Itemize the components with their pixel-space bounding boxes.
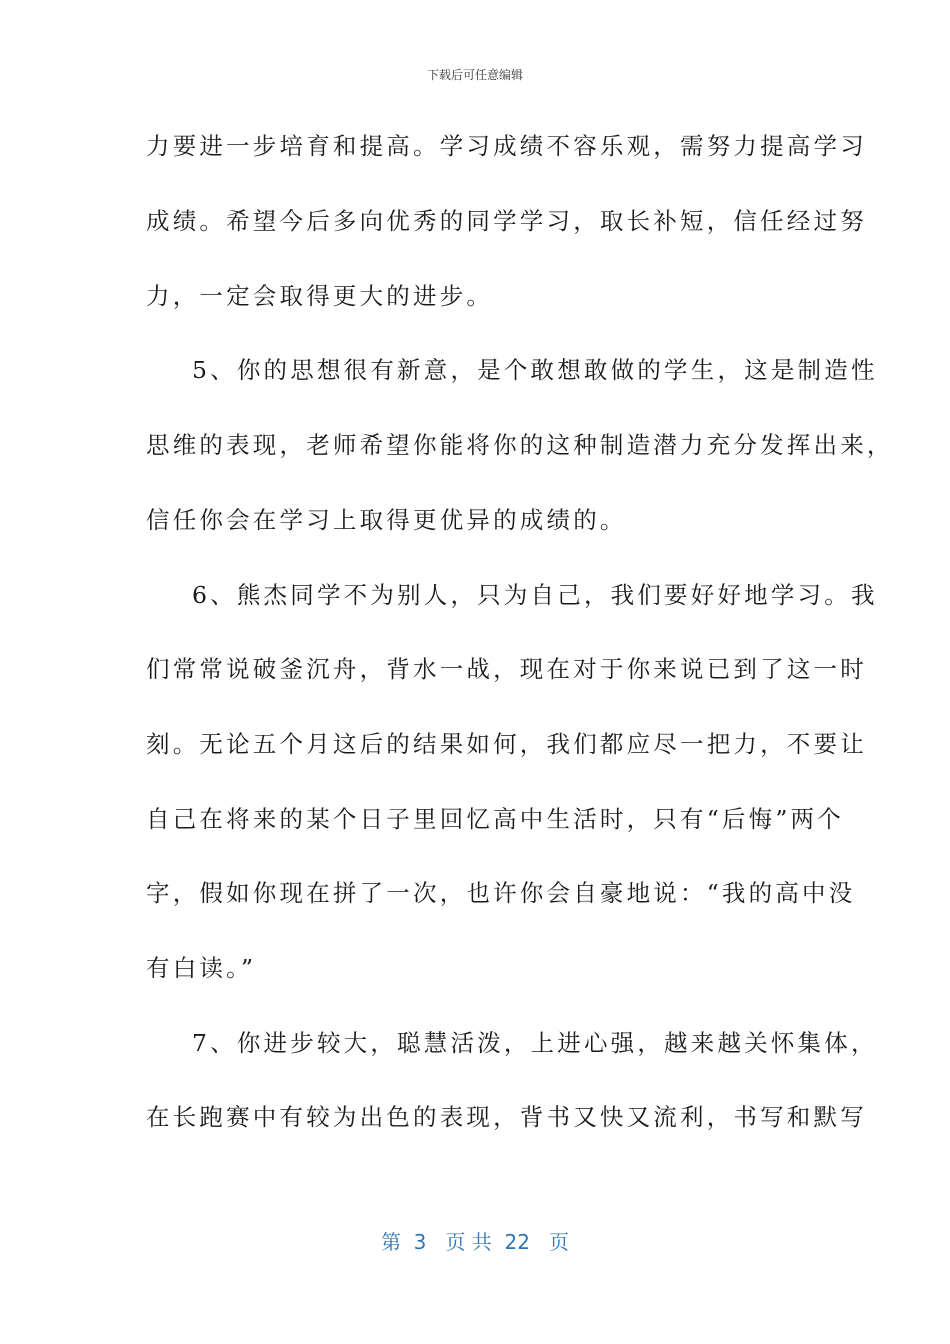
text-line: 思维的表现，老师希望你能将你的这种制造潜力充分发挥出来， [146,431,894,459]
text-line: 有白读。” [146,954,257,982]
header-note: 下载后可任意编辑 [426,68,523,82]
text-line: 7、你进步较大，聪慧活泼，上进心强，越来越关怀集体， [192,1029,878,1057]
text-line: 力，一定会取得更大的进步。 [146,282,494,310]
page-number: 第 3 页 共 22 页 [380,1230,570,1254]
text-line: 在长跑赛中有较为出色的表现，背书又快又流利，书写和默写 [146,1103,867,1131]
text-line: 们常常说破釜沉舟，背水一战，现在对于你来说已到了这一时 [146,655,867,683]
text-line: 成绩。希望今后多向优秀的同学学习，取长补短，信任经过努 [146,207,867,235]
text-line: 5、你的思想很有新意，是个敢想敢做的学生，这是制造性 [192,356,878,384]
text-line: 信任你会在学习上取得更优异的成绩的。 [146,506,627,534]
text-line: 刻。无论五个月这后的结果如何，我们都应尽一把力，不要让 [146,730,867,758]
text-line: 力要进一步培育和提高。学习成绩不容乐观，需努力提高学习 [146,132,867,160]
text-line: 字，假如你现在拼了一次，也许你会自豪地说：“我的高中没 [146,879,856,907]
text-line: 6、熊杰同学不为别人，只为自己，我们要好好地学习。我 [192,581,878,609]
text-line: 自己在将来的某个日子里回忆高中生活时，只有“后悔”两个 [146,805,844,833]
